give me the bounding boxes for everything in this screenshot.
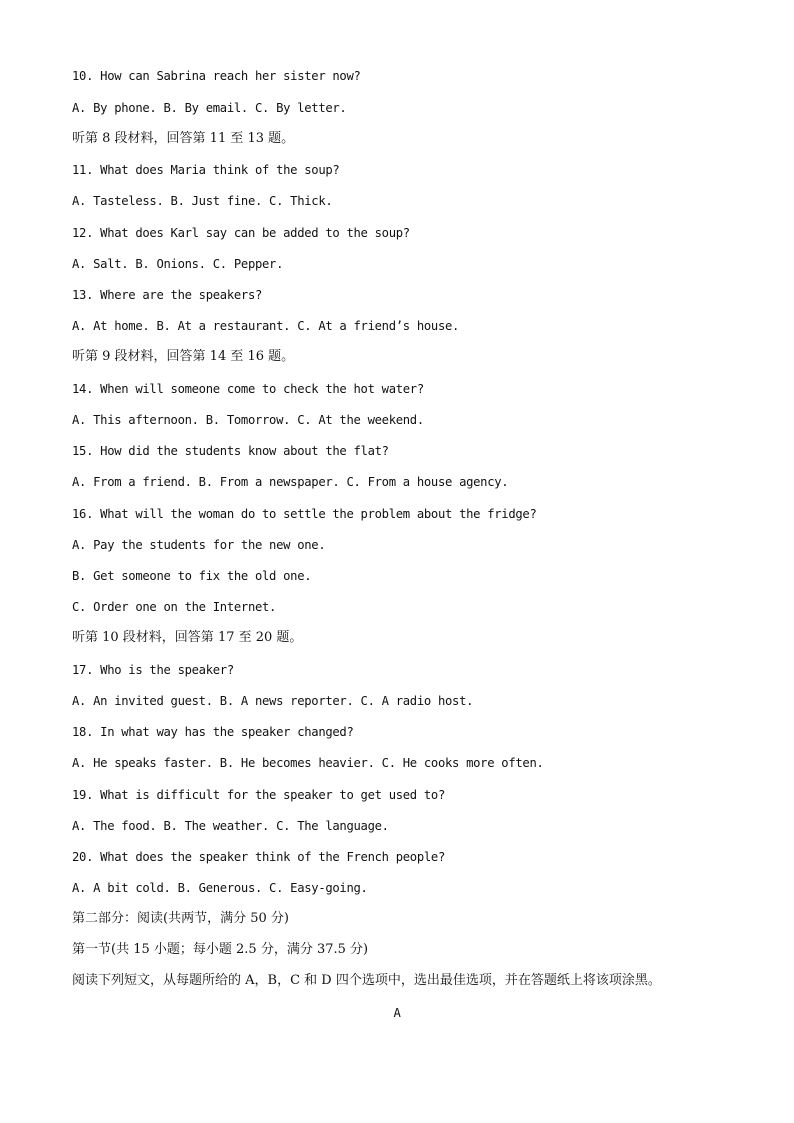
- options-19: A. The food. B. The weather. C. The language.: [72, 819, 389, 833]
- question-20: 20. What does the speaker think of the French people?: [72, 850, 445, 864]
- options-18: A. He speaks faster. B. He becomes heavier. C. He cooks more often.: [72, 756, 544, 770]
- options-10: A. By phone. B. By email. C. By letter.: [72, 101, 347, 115]
- question-11: 11. What does Maria think of the soup?: [72, 163, 340, 177]
- options-15: A. From a friend. B. From a newspaper. C. From a house agency.: [72, 475, 509, 489]
- option-16b: B. Get someone to fix the old one.: [72, 569, 312, 583]
- reading-instructions: 阅读下列短文，从每题所给的 A，B，C 和 D 四个选项中，选出最佳选项，并在答题纸上将该项涂黑。: [72, 973, 661, 988]
- section-heading-9: 听第 9 段材料，回答第 14 至 16 题。: [72, 349, 295, 364]
- option-16c: C. Order one on the Internet.: [72, 600, 277, 614]
- question-17: 17. Who is the speaker?: [72, 663, 234, 677]
- part-two-heading: 第二部分：阅读(共两节，满分 50 分): [72, 911, 289, 926]
- question-19: 19. What is difficult for the speaker to get used to?: [72, 788, 445, 802]
- question-10: 10. How can Sabrina reach her sister now?: [72, 69, 361, 83]
- question-16: 16. What will the woman do to settle the problem about the fridge?: [72, 507, 537, 521]
- options-13: A. At home. B. At a restaurant. C. At a friend’s house.: [72, 319, 460, 333]
- section-heading-8: 听第 8 段材料，回答第 11 至 13 题。: [72, 131, 295, 146]
- question-13: 13. Where are the speakers?: [72, 288, 263, 302]
- option-16a: A. Pay the students for the new one.: [72, 538, 326, 552]
- question-14: 14. When will someone come to check the hot water?: [72, 382, 424, 396]
- options-12: A. Salt. B. Onions. C. Pepper.: [72, 257, 284, 271]
- options-11: A. Tasteless. B. Just fine. C. Thick.: [72, 194, 333, 208]
- section-one-heading: 第一节(共 15 小题；每小题 2.5 分，满分 37.5 分): [72, 942, 369, 957]
- options-20: A. A bit cold. B. Generous. C. Easy-going.: [72, 881, 368, 895]
- section-heading-10: 听第 10 段材料，回答第 17 至 20 题。: [72, 630, 303, 645]
- question-18: 18. In what way has the speaker changed?: [72, 725, 354, 739]
- passage-label: A: [393, 1006, 401, 1020]
- question-12: 12. What does Karl say can be added to the soup?: [72, 226, 410, 240]
- options-14: A. This afternoon. B. Tomorrow. C. At the weekend.: [72, 413, 424, 427]
- question-15: 15. How did the students know about the flat?: [72, 444, 389, 458]
- options-17: A. An invited guest. B. A news reporter. C. A radio host.: [72, 694, 474, 708]
